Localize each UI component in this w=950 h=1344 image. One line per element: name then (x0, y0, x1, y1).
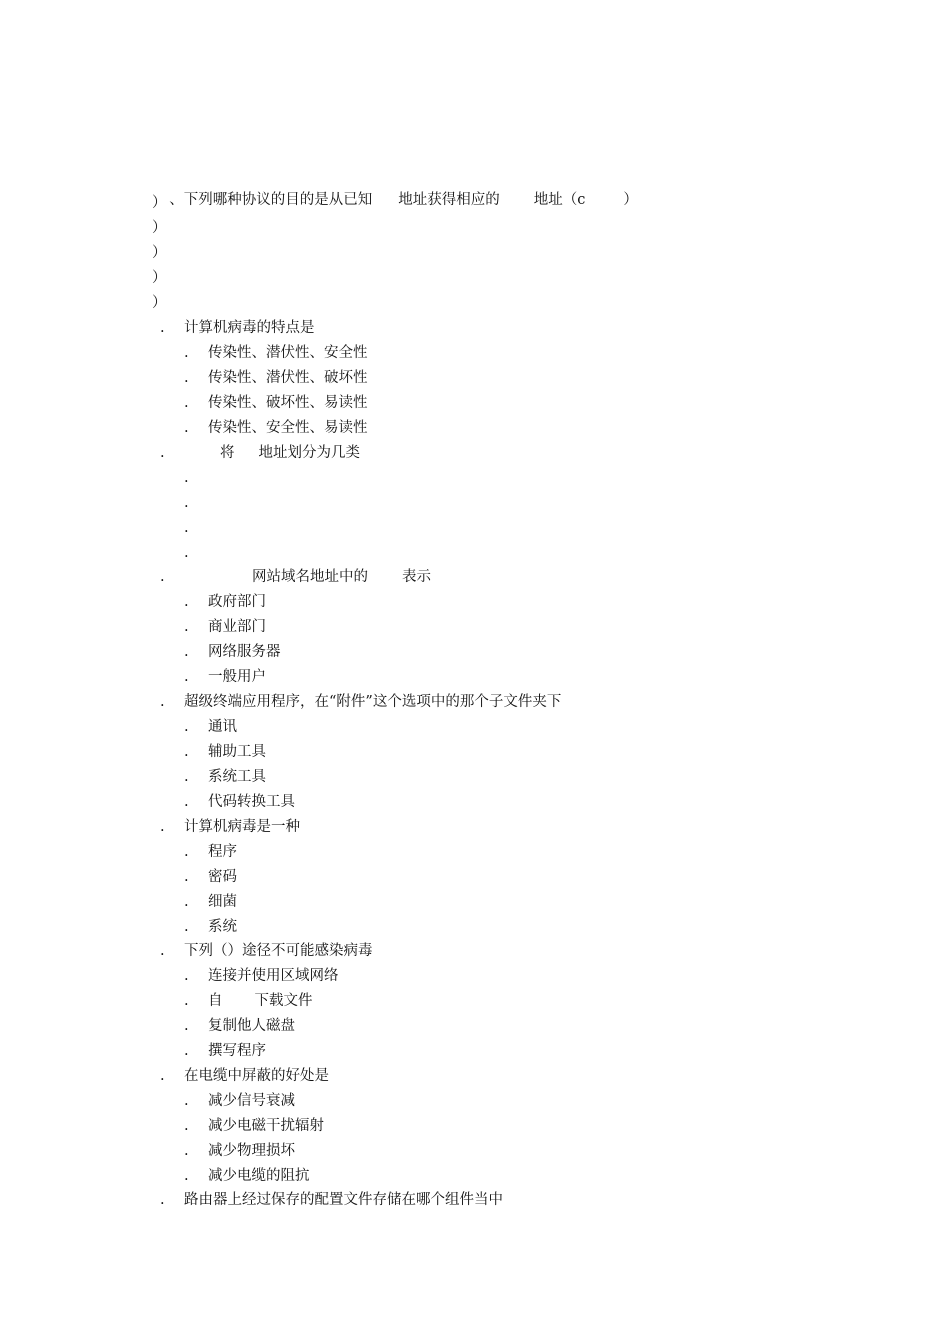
q3-a: 将 (220, 445, 235, 461)
q7-option-b: . 自 下载文件 (184, 993, 313, 1009)
q1-prefix: 、下列哪种协议的目的是从已知 (169, 192, 373, 208)
question-7: . 下列（）途径不可能感染病毒 (160, 943, 373, 959)
q5-text: 超级终端应用程序，在“附件”这个选项中的那个子文件夹下 (184, 694, 562, 710)
q8-option-b: . 减少电磁干扰辐射 (184, 1118, 324, 1134)
q2-option-a: . 传染性、潜伏性、安全性 (184, 345, 368, 361)
q4-option-d: . 一般用户 (184, 669, 266, 685)
q1-option: ） (152, 270, 167, 286)
q5-option-a: . 通讯 (184, 719, 237, 735)
q3-b: 地址划分为几类 (258, 445, 360, 461)
q7-option-d: . 撰写程序 (184, 1043, 266, 1059)
q5-option-d: . 代码转换工具 (184, 794, 295, 810)
q1-option: ） (152, 295, 167, 311)
question-6: . 计算机病毒是一种 (160, 819, 300, 835)
q2-marker: . (160, 320, 165, 336)
q6-option-c: . 细菌 (184, 894, 237, 910)
q4-option-b: . 商业部门 (184, 619, 266, 635)
q1-close: ） (623, 192, 638, 208)
question-2 (160, 318, 315, 338)
q6-text: 计算机病毒是一种 (184, 819, 300, 835)
question-5: . 超级终端应用程序，在“附件”这个选项中的那个子文件夹下 (160, 694, 562, 710)
q3-option-d: . (184, 545, 189, 561)
q1-option: ） (152, 195, 167, 211)
q4-option-c: . 网络服务器 (184, 644, 281, 660)
q3-option-b: . (184, 495, 189, 511)
q8-text: 在电缆中屏蔽的好处是 (184, 1068, 329, 1084)
q2-option-d: . 传染性、安全性、易读性 (184, 420, 368, 436)
q8-option-c: . 减少物理损坏 (184, 1143, 295, 1159)
q6-option-a: . 程序 (184, 844, 237, 860)
q5-option-b: . 辅助工具 (184, 744, 266, 760)
q1-end: 地址（c (533, 192, 586, 208)
question-1 (160, 170, 638, 210)
q8-option-d: . 减少电缆的阻抗 (184, 1168, 310, 1184)
q2-option-b: . 传染性、潜伏性、破坏性 (184, 370, 368, 386)
q4-b: 表示 (402, 569, 431, 585)
q5-option-c: . 系统工具 (184, 769, 266, 785)
q1-option: ） (152, 220, 167, 236)
q4-a: 网站域名地址中的 (252, 569, 368, 585)
q7-option-a: . 连接并使用区域网络 (184, 968, 339, 984)
q2-option-c: . 传染性、破坏性、易读性 (184, 395, 368, 411)
q4-option-a: . 政府部门 (184, 594, 266, 610)
q8-option-a: . 减少信号衰减 (184, 1093, 295, 1109)
q7-option-c: . 复制他人磁盘 (184, 1018, 295, 1034)
question-8: . 在电缆中屏蔽的好处是 (160, 1068, 329, 1084)
question-3: . 将 地址划分为几类 (160, 445, 360, 461)
q9-text: 路由器上经过保存的配置文件存储在哪个组件当中 (184, 1192, 503, 1208)
question-9: . 路由器上经过保存的配置文件存储在哪个组件当中 (160, 1192, 503, 1208)
q1-mid: 地址获得相应的 (398, 192, 500, 208)
q2-text: 计算机病毒的特点是 (184, 320, 315, 336)
question-4: . 网站域名地址中的 表示 (160, 569, 431, 585)
q7-text: 下列（）途径不可能感染病毒 (184, 943, 373, 959)
q3-option-a: . (184, 470, 189, 486)
q6-option-d: . 系统 (184, 919, 237, 935)
q6-option-b: . 密码 (184, 869, 237, 885)
q3-option-c: . (184, 520, 189, 536)
q1-option: ） (152, 245, 167, 261)
